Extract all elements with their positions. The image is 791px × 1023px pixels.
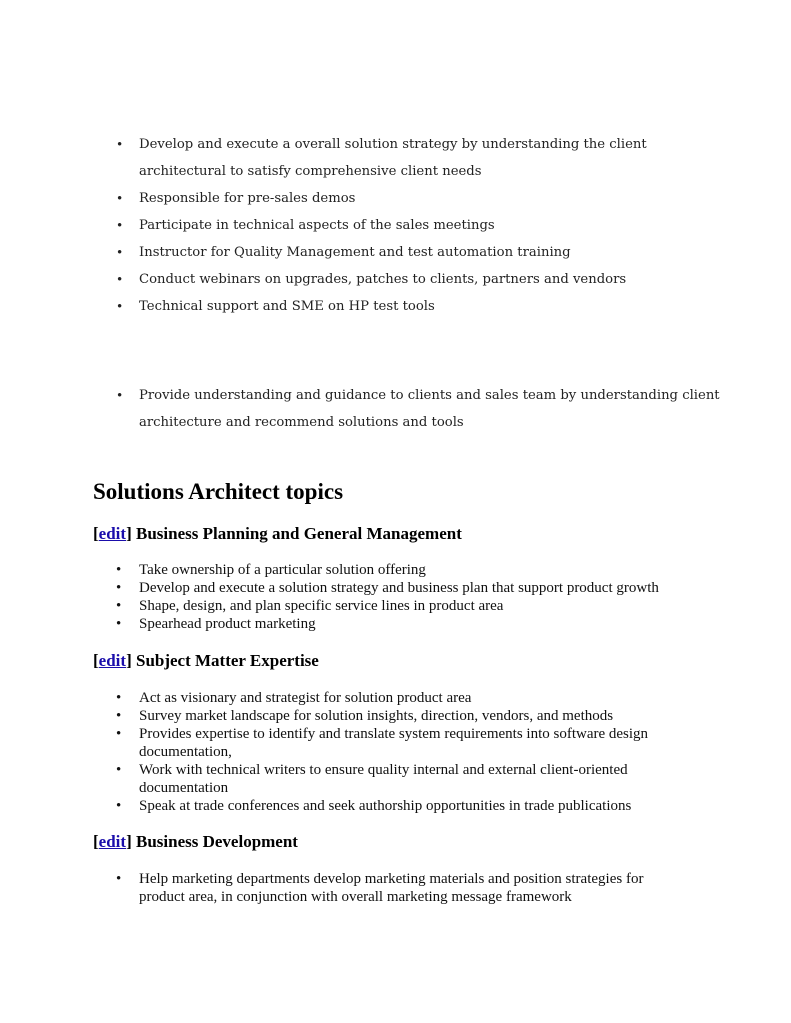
bullet-icon: • bbox=[117, 191, 123, 207]
list-item: • Speak at trade conferences and seek authorship opportunities in trade publications bbox=[116, 798, 632, 814]
section-title: Subject Matter Expertise bbox=[135, 651, 319, 670]
bullet-icon: • bbox=[116, 726, 122, 742]
bullet-icon: • bbox=[116, 580, 122, 596]
bullet-icon: • bbox=[117, 272, 123, 288]
section-list bbox=[0, 870, 791, 906]
list-item: • Provides expertise to identify and translate system requirements into software design documentation, bbox=[116, 726, 649, 760]
bullet-icon: • bbox=[117, 218, 123, 234]
bullet-icon: • bbox=[116, 562, 122, 578]
list-item: • Spearhead product marketing bbox=[116, 616, 316, 632]
list-item: • Take ownership of a particular solution offering bbox=[116, 562, 426, 578]
list-item: • Help marketing departments develop marketing materials and position strategies for product area, in conjunction with overall marketing message framework bbox=[116, 871, 644, 905]
section-heading: [edit] Business Development bbox=[93, 832, 298, 851]
bullet-icon: • bbox=[116, 871, 122, 887]
bullet-icon: • bbox=[116, 616, 122, 632]
list-item: • Develop and execute a solution strategy and business plan that support product growth bbox=[116, 580, 659, 596]
document-page: • Develop and execute a overall solution strategy by understanding the client architectural to satisfy comprehensive client needs • Responsible for pre-sales demos • Participate in technical aspects of the sales meetings • Instructor for Quality Management and test automation training • Conduct webinars on upgrades, patches to clients, partners and vendors • Technical support and SME on HP test tools • Provide understanding and guidance to clients and sales team by understanding client architecture and recommend solutions and tools Solutions Architect topics [edit] Business Planning and General Management • Take ownership of a particular solution offering • Develop and execute a solution strategy and business plan that support product growth • Shape, design, and plan specific service lines in product area • Spearhead product marketing [edit] Subject Matter Expertise • Act as visionary and strategist for solution product area • Survey market landscape for solution insights, direction, vendors, and methods • Provides expertise to identify and translate system requirements into software design documentation, • Work with technical writers to ensure quality internal and external client-oriented documentation • Speak at trade conferences and seek authorship opportunities in trade publications [edit] Business Development • Help marketing departments develop marketing materials and position strategies for product area, in conjunction with overall marketing message framework bbox=[0, 0, 791, 1023]
edit-link[interactable]: edit bbox=[98, 651, 127, 670]
edit-link[interactable]: edit bbox=[98, 524, 127, 543]
section-heading: [edit] Business Planning and General Management bbox=[93, 524, 462, 543]
section-list bbox=[0, 561, 791, 633]
list-item: • Shape, design, and plan specific service lines in product area bbox=[116, 598, 504, 614]
bullet-icon: • bbox=[116, 598, 122, 614]
section-list bbox=[0, 689, 791, 815]
bullet-icon: • bbox=[117, 299, 123, 315]
section-heading: [edit] Subject Matter Expertise bbox=[93, 651, 319, 670]
bullet-icon: • bbox=[117, 388, 123, 404]
bullet-icon: • bbox=[117, 245, 123, 261]
list-item: • Work with technical writers to ensure quality internal and external client-oriented documentation bbox=[116, 762, 628, 796]
list-item: • Act as visionary and strategist for solution product area bbox=[116, 690, 472, 706]
bullet-icon: • bbox=[117, 137, 123, 153]
section-title: Business Development bbox=[135, 832, 298, 851]
bullet-icon: • bbox=[116, 690, 122, 706]
bullet-icon: • bbox=[116, 798, 122, 814]
section-title: Business Planning and General Management bbox=[135, 524, 462, 543]
edit-link[interactable]: edit bbox=[98, 832, 127, 851]
list-item: • Survey market landscape for solution insights, direction, vendors, and methods bbox=[116, 708, 614, 724]
bullet-icon: • bbox=[116, 762, 122, 778]
page-title: Solutions Architect topics bbox=[93, 479, 344, 504]
bullet-icon: • bbox=[116, 708, 122, 724]
